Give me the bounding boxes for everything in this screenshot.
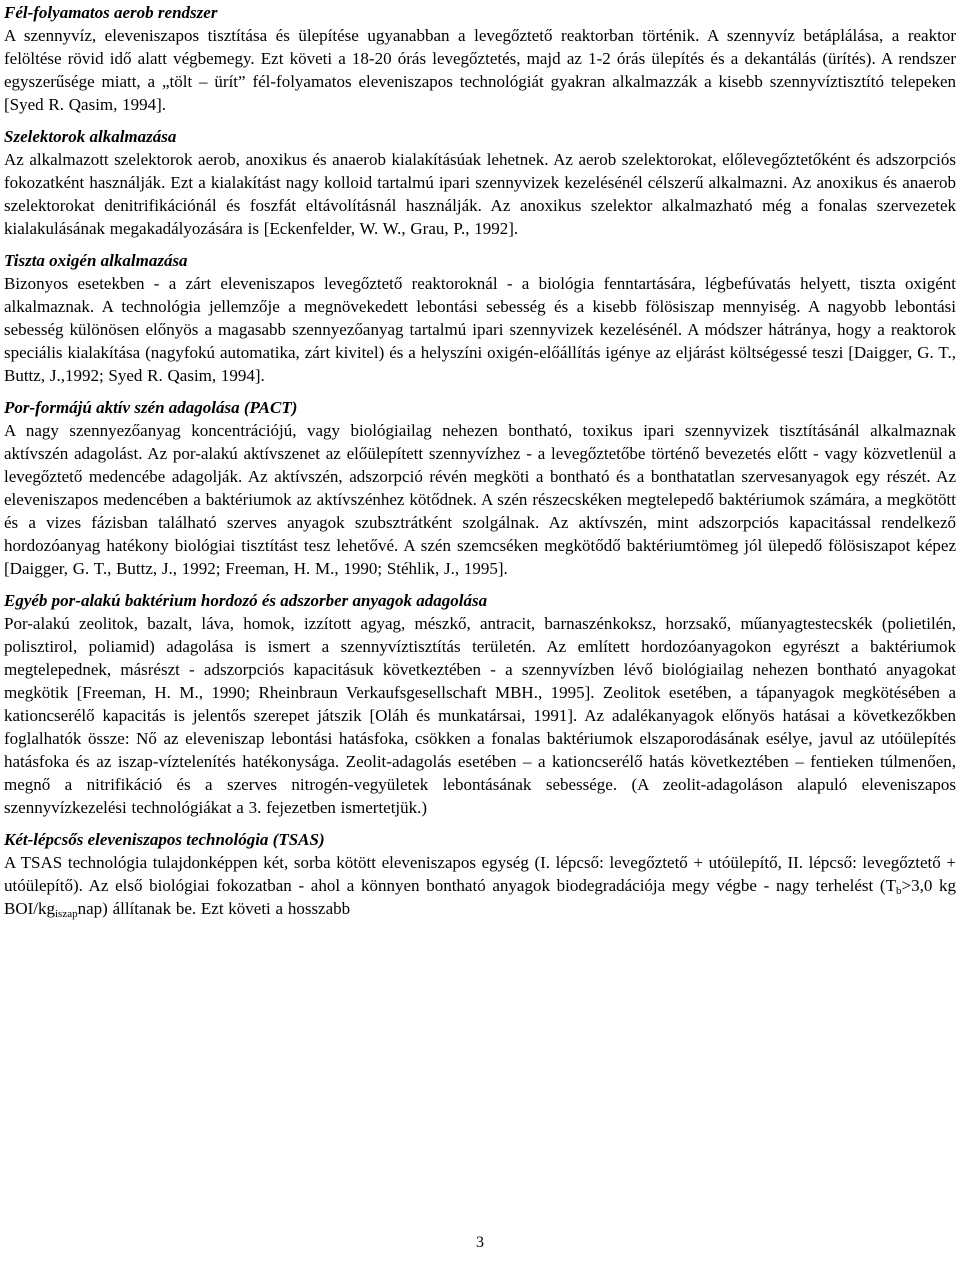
section-paragraph: A nagy szennyezőanyag koncentrációjú, vagy biológiailag nehezen bontható, toxikus ipari szennyvizek tisztításánál alkalmaznak aktívszén adagolást. Az por-alakú aktívszenet az előülepített szennyvízhez - a levegőztetőbe történő bevezetés előtt - vagy közvetlenül a levegőztető medencébe adagolják. Az aktívszén, adszorpció révén megköti a bontható és a bonthatatlan szervesanyagok egy részét. Az eleveniszapos medencében a baktériumok az aktívszénhez kötődnek. A szén részecskéken megtelepedő baktériumok számára, a megkötött és a vizes fázisban található szerves anyagok szubsztrátként szolgálnak. Az aktívszén, mint adszorpciós kapacitással rendelkező hordozóanyag hatékony biológiai tisztítást tesz lehetővé. A szén szemcséken megkötődő baktériumtömeg jól ülepedő fölösiszapot képez [Daigger, G. T., Buttz, J., 1992; Freeman, H. M., 1990; Stéhlik, J., 1995].: [4, 421, 956, 578]
section-heading: Szelektorok alkalmazása: [4, 127, 177, 146]
section-heading: Két-lépcsős eleveniszapos technológia (TSAS): [4, 830, 325, 849]
section-paragraph: Bizonyos esetekben - a zárt eleveniszapos levegőztető reaktoroknál - a biológia fenntartására, légbefúvatás helyett, tiszta oxigént alkalmaznak. A technológia jellemzője a megnövekedett lebontási sebesség és a kisebb fölösiszap mennyiség. A nagyobb lebontási sebesség különösen előnyös a magasabb szennyezőanyag tartalmú ipari szennyvizek kezelésénél. A módszer hátránya, hogy a reaktorok speciális kialakítása (nagyfokú automatika, zárt kivitel) és a helyszíni oxigén-előállítás igénye az eljárást költségessé teszi [Daigger, G. T., Buttz, J.,1992; Syed R. Qasim, 1994].: [4, 274, 956, 385]
section-paragraph: A szennyvíz, eleveniszapos tisztítása és ülepítése ugyanabban a levegőztető reaktorban történik. A szennyvíz betáplálása, a reaktor felöltése rövid idő alatt végbemegy. Ezt követi a 18-20 órás levegőztetés, majd az 1-2 órás ülepítés és a dekantálás (ürítés). A rendszer egyszerűsége miatt, a „tölt – ürít” fél-folyamatos eleveniszapos technológiát gyakran alkalmazzák a kisebb szennyvíztisztító telepeken [Syed R. Qasim, 1994].: [4, 26, 956, 114]
section-other-carriers: [4, 589, 956, 819]
section-paragraph: Az alkalmazott szelektorok aerob, anoxikus és anaerob kialakításúak lehetnek. Az aerob szelektorokat, előlevegőztetőként és adszorpciós fokozatként használják. Ezt a kialakítást nagy kolloid tartalmú ipari szennyvizek kezelésénél célszerű alkalmazni. Az anoxikus és anaerob szelektorokat denitrifikációnál és foszfát eltávolításnál használják. Az anoxikus szelektor alkalmazható még a fonalas szervezetek kialakulásának megakadályozására is [Eckenfelder, W. W., Grau, P., 1992].: [4, 150, 956, 238]
section-heading: Fél-folyamatos aerob rendszer: [4, 3, 218, 22]
section-tsas: [4, 828, 956, 920]
section-pure-oxygen: [4, 249, 956, 387]
section-semi-continuous-aerobic: [4, 0, 956, 116]
section-heading: Tiszta oxigén alkalmazása: [4, 251, 188, 270]
section-heading: Por-formájú aktív szén adagolása (PACT): [4, 398, 298, 417]
paragraph-text: nap) állítanak be. Ezt követi a hosszabb: [77, 899, 351, 918]
paragraph-text: >3,0 kg BOI/kg: [4, 876, 957, 918]
paragraph-text: A TSAS technológia tulajdonképpen két, sorba kötött eleveniszapos egység (I. lépcső: levegőztető + utóülepítő, II. lépcső: levegőztető + utóülepítő). Az első biológiai fokozatban - ahol a könnyen bontható anyagok biodegradációja megy végbe - nagy terhelést (T: [4, 853, 956, 895]
section-pact: [4, 396, 956, 580]
section-paragraph: Por-alakú zeolitok, bazalt, láva, homok, izzított agyag, mészkő, antracit, barnaszénkoksz, horzsakő, műanyagtestecskék (polietilén, polisztirol, poliamid) adagolása is ismert a szennyvíztisztítás területén. Az említett hordozóanyagokon egyrészt a baktériumok megtelepednek, másrészt - adszorpciós kapacitásuk következtében - a szennyvízben lévő biológiailag nehezen bontható anyagokat megkötik [Freeman, H. M., 1990; Rheinbraun Verkaufsgesellschaft MBH., 1995]. Zeolitok esetében, a tápanyagok megkötésében a kationcserélő kapacitás is jelentős szerepet játszik [Oláh és munkatársai, 1991]. Az adalékanyagok előnyös hatásai a következőkben foglalhatók össze: Nő az eleveniszap lebontási hatásfoka, csökken a fonalas baktériumok elszaporodásának esélye, javul az utóülepítés hatásfoka és az iszap-víztelenítés hatékonysága. Zeolit-adagolás esetében – a kationcserélő hatás következtében – fentieken túlmenően, megnő a nitrifikáció és a szerves nitrogén-vegyületek lebontásának sebessége. (A zeolit-adagoláson alapuló eleveniszapos szennyvízkezelési technológiákat a 3. fejezetben ismertetjük.): [4, 614, 956, 817]
section-heading: Egyéb por-alakú baktérium hordozó és adszorber anyagok adagolása: [4, 591, 488, 610]
subscript-b: b: [895, 885, 902, 897]
page-number: 3: [476, 1234, 484, 1251]
section-selectors: [4, 125, 956, 240]
subscript-iszap: iszap: [55, 908, 78, 920]
section-paragraph: [4, 851, 956, 920]
